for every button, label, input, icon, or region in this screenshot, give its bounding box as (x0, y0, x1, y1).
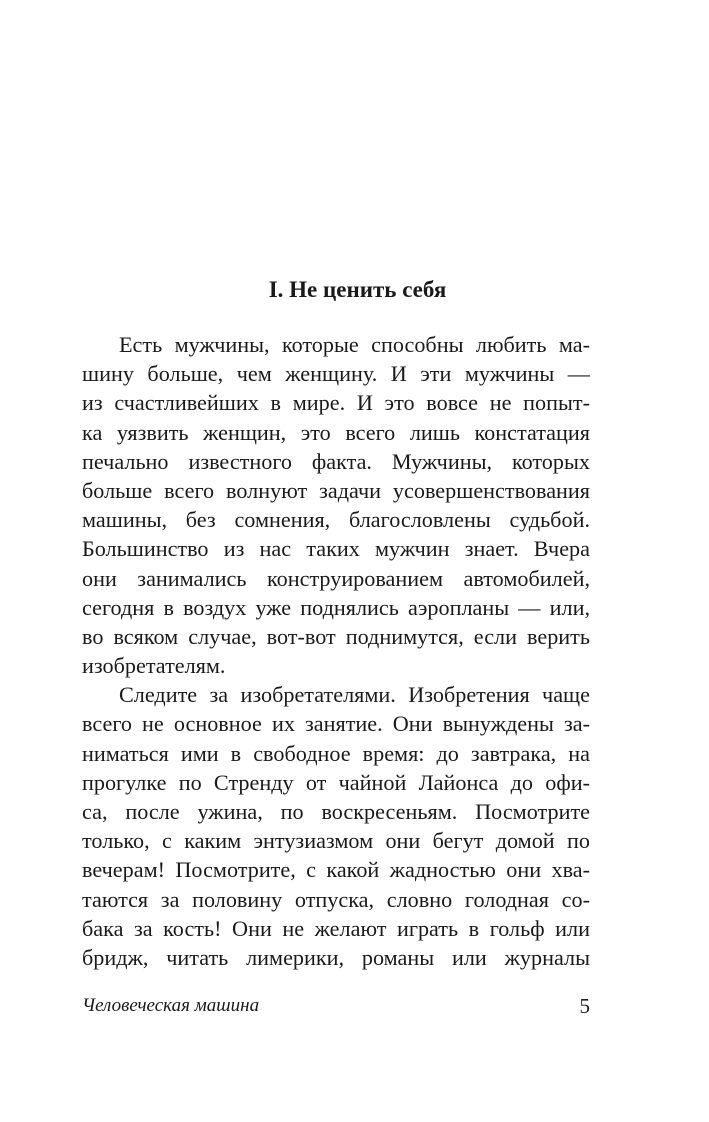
text-line: сегодня в воздух уже поднялись аэропланы — или, (82, 594, 590, 620)
text-line: Есть мужчины, которые способны любить ма- (119, 332, 590, 357)
text-line: печально известного факта. Мужчины, которых (82, 448, 590, 474)
text-line: Следите за изобретателями. Изобретения чаще (119, 682, 590, 708)
text-line: они занимались конструированием автомобилей, (82, 565, 590, 591)
text-line: больше всего волнуют задачи усовершенствования (82, 477, 590, 503)
text-line: бака за кость! Они не желают играть в гольф или (82, 915, 590, 941)
text-line: всего не основное их занятие. Они вынуждены за- (82, 711, 590, 737)
chapter-title: I. Не ценить себя (268, 277, 447, 302)
text-line: изобретателям. (82, 653, 226, 679)
text-line: во всяком случае, вот-вот поднимутся, если верить (82, 623, 590, 649)
page-footer (82, 992, 590, 1020)
running-footer-title: Человеческая машина (82, 995, 260, 1016)
body-text (82, 330, 590, 972)
text-line: ниматься ими в свободное время: до завтрака, на (82, 740, 590, 766)
text-line: прогулке по Стренду от чайной Лайонса до офи- (82, 769, 590, 795)
text-line: из счастливейших в мире. И это вовсе не попыт- (82, 390, 590, 416)
text-line: шину больше, чем женщину. И эти мужчины — (82, 361, 590, 387)
text-line: таются за половину отпуска, словно голодная со- (82, 886, 590, 912)
text-line: ка уязвить женщин, это всего лишь констатация (82, 419, 590, 445)
text-line: машины, без сомнения, благословлены судьбой. (82, 507, 590, 533)
text-line: только, с каким энтузиазмом они бегут домой по (82, 828, 590, 854)
text-line: бридж, читать лимерики, романы или журналы (82, 944, 590, 970)
text-line: вечерам! Посмотрите, с какой жадностью они хва- (82, 857, 590, 883)
page-number: 5 (579, 994, 590, 1018)
text-line: са, после ужина, по воскресеньям. Посмотрите (82, 799, 590, 824)
text-line: Большинство из нас таких мужчин знает. Вчера (82, 536, 590, 562)
